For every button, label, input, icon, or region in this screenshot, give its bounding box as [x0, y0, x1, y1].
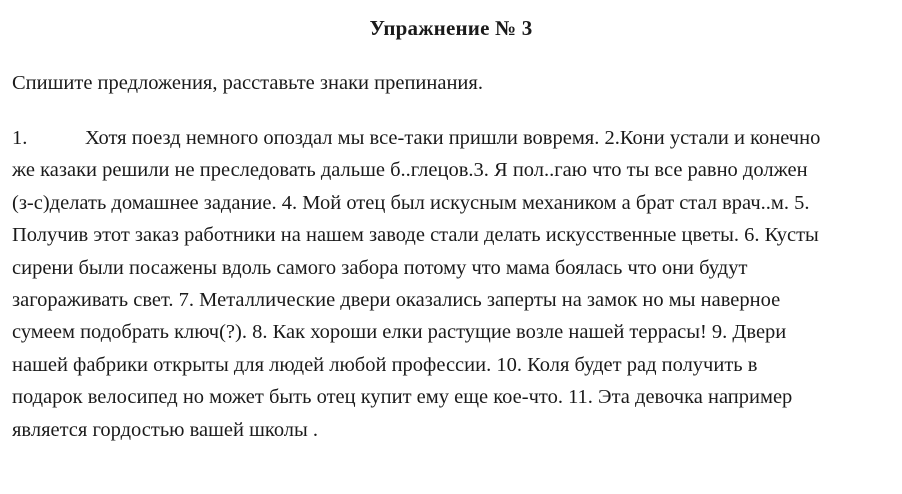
item-number: 1.: [12, 127, 28, 149]
exercise-body: [12, 122, 897, 446]
text-line: подарок велосипед но может быть отец купит ему еще кое-что. 11. Эта девочка например: [12, 386, 793, 409]
text-line: сирени были посажены вдоль самого забора потому что мама боялась что они будут: [12, 256, 748, 279]
exercise-instruction: Спишите предложения, расставьте знаки препинания.: [12, 72, 483, 94]
text-line: загораживать свет. 7. Металлические двери оказались заперты на замок но мы наверное: [12, 288, 781, 311]
text-line: же казаки решили не преследовать дальше б..глецов.3. Я пол..гаю что ты все равно должен: [12, 159, 808, 182]
text-line: (з-с)делать домашнее задание. 4. Мой отец был искусным механиком а брат стал врач..м. 5.: [12, 191, 810, 214]
text-line: [12, 122, 897, 154]
text-line: сумеем подобрать ключ(?). 8. Как хороши елки растущие возле нашей террасы! 9. Двери: [12, 321, 787, 344]
text-line: нашей фабрики открыты для людей любой профессии. 10. Коля будет рад получить в: [12, 353, 758, 376]
exercise-title: Упражнение № 3: [369, 16, 533, 40]
text-line: является гордостью вашей школы .: [12, 418, 319, 441]
line-text: Хотя поезд немного опоздал мы все-таки пришли вовремя. 2.Кони устали и конечно: [85, 127, 821, 149]
text-line: Получив этот заказ работники на нашем заводе стали делать искусственные цветы. 6. Кусты: [12, 224, 819, 247]
